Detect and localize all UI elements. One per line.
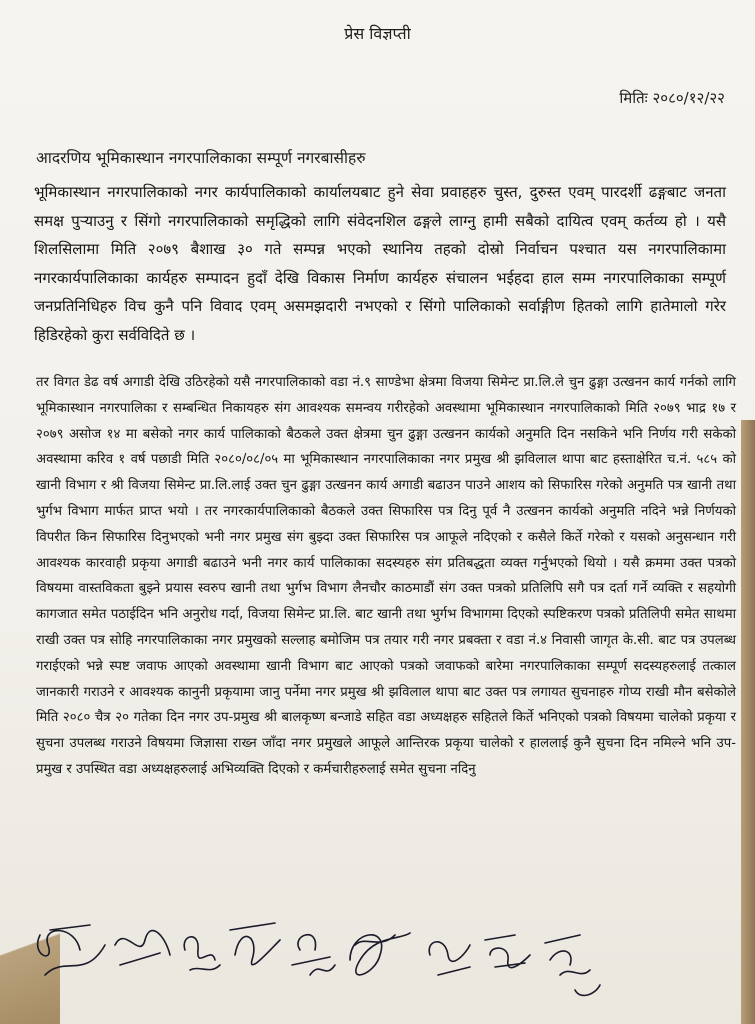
document-date: मितिः २०८०/१२/२२ <box>619 89 725 107</box>
paragraph-2-text: तर विगत डेढ वर्ष अगाडी देखि उठिरहेको यसै नगरपालिकाको वडा नं.९ साण्डेभा क्षेत्रमा विजया सिमेन्ट प्रा.लि.ले चुन ढुङ्गा उत्खनन कार्य गर्नको लागि भूमिकास्थान नगरपालिका र सम्बन्धित निकायहरु संग आवश्यक समन्वय गरीरहेको अवस्थामा भूमिकास्थान नगरपालिकाको मिति २०७९ भाद्र १७ र २०७९ असोज १४ मा बसेको नगर कार्य पालिकाको बैठकले उक्त क्षेत्रमा चुन ढुङ्गा उत्खनन कार्यको अनुमति दिन नसकिने भनि निर्णय गरी सकेको अवस्थामा करिव १ वर्ष पछाडी मिति २०८०/०८/०५ मा भूमिकास्थान नगरपालिकाका नगर प्रमुख श्री झविलाल थापा बाट हस्ताक्षेरित च.नं. ५८५ को खानी विभाग र श्री विजया सिमेन्ट प्रा.लि.लाई उक्त चुन ढुङ्गा उत्खनन कार्य अगाडी बढाउन पाउने आशय को सिफारिस गरेको अनुमति पत्र खानी तथा भुर्गभ विभाग मार्फत प्राप्त भयो । तर नगरकार्यपालिकाको बैठकले उक्त सिफारिस पत्र दिनु पूर्व नै उत्खनन कार्यको अनुमति नदिने भन्ने निर्णयको विपरीत किन सिफारिस दिनुभएको भनी नगर प्रमुख संग बुझ्दा उक्त सिफारिस पत्र आफूले नदिएको र कसैले किर्ते गरेको र यसको अनुसन्धान गरी आवश्यक कारवाही प्रकृया अगाडी बढाउने भनी नगर कार्य पालिकाका सदस्यहरु संग प्रतिबद्धता व्यक्त गर्नुभएको थियो । यसै क्रममा उक्त पत्रको विषयमा वास्तविकता बुझ्ने प्रयास स्वरुप खानी तथा भुर्गभ विभाग लैनचौर काठमाडौं संग उक्त पत्रको प्रतिलिपि सगै पत्र दर्ता गर्ने व्यक्ति र सहयोगी कागजात समेत पठाईदिन भनि अनुरोध गर्दा, विजया सिमेन्ट प्रा.लि. बाट खानी तथा भुर्गभ विभागमा दिएको स्पष्टिकरण पत्रको प्रतिलिपी समेत साथमा राखी उक्त पत्र सोहि नगरपालिकाका नगर प्रमुखको सल्लाह बमोजिम पत्र तयार गरी नगर प्रबक्ता र वडा नं.४ निवासी जागृत के.सी. बाट पत्र उपलब्ध गराईएको भन्ने स्पष्ट जवाफ आएको अवस्थामा खानी विभाग बाट आएको पत्रको जवाफको बारेमा नगरपालिकाका सम्पूर्ण सदस्यहरुलाई तत्काल जानकारी गराउने र आवश्यक कानुनी प्रकृयामा जानु पर्नेमा नगर प्रमुख श्री झविलाल थापा बाट उक्त पत्र लगायत सुचनाहरु गोप्य राखी मौन बसेकोले मिति २०८० चैत्र २० गतेका दिन नगर उप-प्रमुख श्री बालकृष्ण बन्जाडे सहित वडा अध्यक्षहरु सहितले किर्ते भनिएको पत्रको विषयमा चालेको प्रकृया र सुचना उपलब्ध गराउने विषयमा जिज्ञासा राख्न जाँदा नगर प्रमुखले आफूले आन्तिरक प्रकृया चालेको र हाललाई कुनै सुचना दिन नमिल्ने भनि उप-प्रमुख र उपस्थित वडा अध्यक्षहरुलाई अभिव्यक्ति दिएको र कर्मचारीहरुलाई समेत सुचना नदिनु <box>36 375 736 777</box>
salutation: आदरणिय भूमिकास्थान नगरपालिकाका सम्पूर्ण नगरबासीहरु <box>36 149 366 167</box>
signature-5 <box>292 935 335 975</box>
signature-4 <box>230 923 280 965</box>
page-edge-shadow <box>741 420 755 1024</box>
document-title: प्रेस विज्ञप्ती <box>344 24 411 43</box>
signature-2 <box>115 931 170 965</box>
paragraph-1-text: भूमिकास्थान नगरपालिकाको नगर कार्यपालिकाको कार्यालयबाट हुने सेवा प्रवाहहरु चुस्त, दुरुस्त एवम् पारदर्शी ढङ्गबाट जनता समक्ष पुऱ्याउनु र सिंगो नगरपालिकाको समृद्धिको लागि संवेदनशिल ढङ्गले लाग्नु हामी सबैको दायित्व एवम् कर्तव्य हो । यसै शिलसिलामा मिति २०७९ बैशाख ३० गते सम्पन्न भएको स्थानिय तहको दोस्रो निर्वाचन पश्चात यस नगरपालिकामा नगरकार्यपालिकाका कार्यहरु सम्पादन हुदाँ देखि विकास निर्माण कार्यहरु संचालन भईहदा हाल सम्म नगरपालिकाका सम्पूर्ण जनप्रतिनिधिहरु विच कुनै पनि विवाद एवम् असमझदारी नभएको र सिंगो पालिकाको सर्वाङ्गीण हितको लागि हातेमालो गरेर हिडिरहेको कुरा सर्वविदिते छ । <box>34 183 726 344</box>
signature-1 <box>38 925 105 975</box>
signature-7 <box>429 942 470 975</box>
signature-6 <box>350 933 410 975</box>
signature-3 <box>184 937 220 970</box>
signature-8 <box>485 935 530 968</box>
body-paragraph-2 <box>36 370 736 783</box>
signature-9 <box>545 935 600 995</box>
body-paragraph-1 <box>34 178 726 349</box>
handwritten-signatures <box>20 905 740 1020</box>
signature-area <box>20 905 740 1020</box>
